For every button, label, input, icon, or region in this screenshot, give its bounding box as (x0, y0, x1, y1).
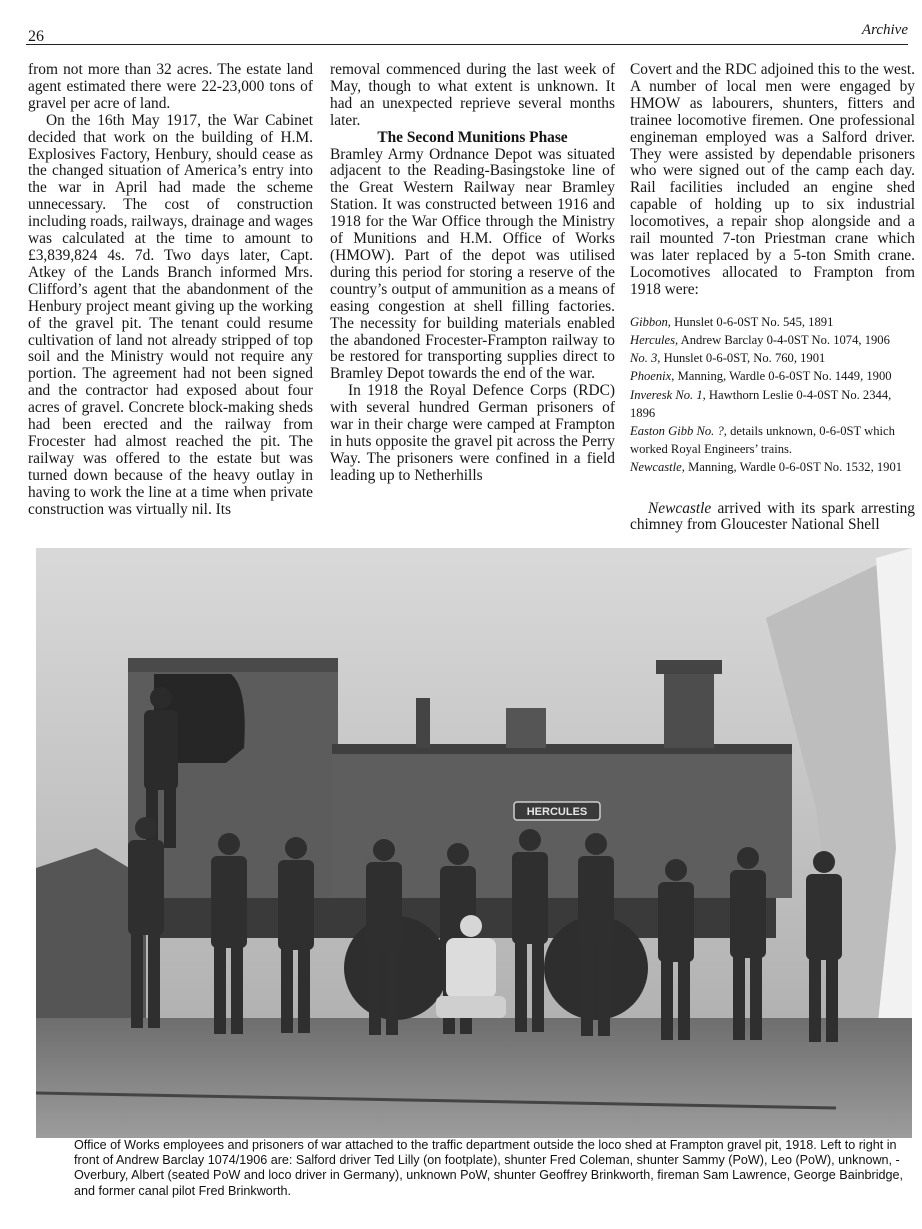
paragraph: removal commenced during the last week of May, though to what extent is unknown. It had an unexpected reprieve several months later. (330, 61, 615, 129)
text-column-3 (630, 62, 915, 534)
dome (506, 708, 546, 748)
section-heading: The Second Munitions Phase (377, 128, 568, 146)
locomotive-photograph (36, 548, 912, 1138)
paragraph: In 1918 the Royal Defence Corps (RDC) with several hundred German prisoners of war in their charge were camped at Frampton in huts opposite the gravel pit across the Perry Way. The prisoners were confined in a field leading up to Netherhills (330, 382, 615, 484)
locomotive-list (630, 313, 915, 477)
list-item: Inveresk No. 1, Hawthorn Leslie 0-4-0ST No. 2344, 1896 (630, 387, 892, 420)
list-item: No. 3, Hunslet 0-6-0ST, No. 760, 1901 (630, 351, 826, 366)
list-item: Phoenix, Manning, Wardle 0-6-0ST No. 1449, 1900 (630, 369, 892, 384)
whistle (416, 698, 430, 748)
paragraph: On the 16th May 1917, the War Cabinet decided that work on the building of H.M. Explosives Factory, Henbury, should cease as the changed situation of America’s entry into the war in April had made the scheme unnecessary. The cost of construction including roads, railways, drainage and wages was calculated at the time to amount to £3,839,824 4s. 7d. Two days later, Capt. Atkey of the Lands Branch informed Mrs. Clifford’s agent that the abandonment of the Henbury project meant giving up the working of the gravel pit. The tenant could resume cultivation of land not already stripped of top soil and the Ministry would not require any portion. The agreement had not been signed and the contractor had exposed about four acres of gravel. Concrete block-making sheds had been erected and the railway from Frocester had almost reached the pit. The railway was offered to the estate but was turned down because of the heavy outlay in having to work the line at a time when private construction was virtually nil. Its (28, 111, 313, 518)
list-item: Newcastle, Manning, Wardle 0-6-0ST No. 1532, 1901 (630, 460, 903, 475)
paragraph: Newcastle arrived with its spark arresting chimney from Gloucester National Shell (630, 499, 915, 534)
chimney-cap (656, 660, 722, 674)
list-item: Gibbon, Hunslet 0-6-0ST No. 545, 1891 (630, 314, 834, 329)
photo-caption: Office of Works employees and prisoners of war attached to the traffic department outside the loco shed at Frampton gravel pit, 1918. Left to right in front of Andrew Barclay 1074/1906 are: Salford driver Ted Lilly (on footplate), shunter Fred Coleman, shunter Sammy (PoW), Leo (PoW), unknown, - Overbury, Albert (seated PoW and loco driver in Germany), unknown PoW, shunter Geoffrey Brinkworth, fireman Sam Lawrence, George Bainbridge, and former canal pilot Fred Brinkworth. (74, 1138, 904, 1198)
chimney (664, 668, 714, 748)
nameplate-text: HERCULES (526, 806, 588, 818)
list-item: Easton Gibb No. ?, details unknown, 0-6-0ST which worked Royal Engineers’ trains. (630, 423, 895, 457)
paragraph: Covert and the RDC adjoined this to the west. A number of local men were engaged by HMOW as labourers, shunters, fitters and trainee locomotive firemen. One professional engineman employed was a Salford driver. They were assisted by dependable prisoners who were signed out of the camp each day. Rail facilities included an engine shed capable of holding up to six industrial locomotives, a repair shop alongside and a rail mounted 7-ton Priestman crane which was later replaced by a 5-ton Smith crane. Locomotives allocated to Frampton from 1918 were: (630, 61, 915, 298)
ground (36, 1018, 912, 1138)
cab-roof (128, 658, 338, 672)
tank-top (332, 744, 792, 754)
text-column-1 (28, 62, 313, 518)
header-rule (26, 44, 908, 45)
list-item: Hercules, Andrew Barclay 0-4-0ST No. 1074, 1906 (630, 332, 890, 347)
paragraph: from not more than 32 acres. The estate land agent estimated there were 22-23,000 tons of gravel per acre of land. (28, 61, 313, 112)
paragraph: Bramley Army Ordnance Depot was situated adjacent to the Reading-Basingstoke line of the Great Western Railway near Bramley Station. It was constructed between 1916 and 1918 for the War Office through the Ministry of Munitions and H.M. Office of Works (HMOW). Part of the depot was utilised during this period for storing a reserve of the country’s output of ammunition as a means of easing congestion at shell filling factories. The necessity for building materials enabled the abandoned Frocester-Frampton railway to be restored for transporting supplies direct to Bramley Depot towards the end of the war. (330, 145, 615, 383)
text-column-2 (330, 62, 615, 485)
photo-illustration (36, 548, 912, 1138)
running-head: Archive (861, 22, 908, 38)
page-number: 26 (28, 28, 44, 45)
